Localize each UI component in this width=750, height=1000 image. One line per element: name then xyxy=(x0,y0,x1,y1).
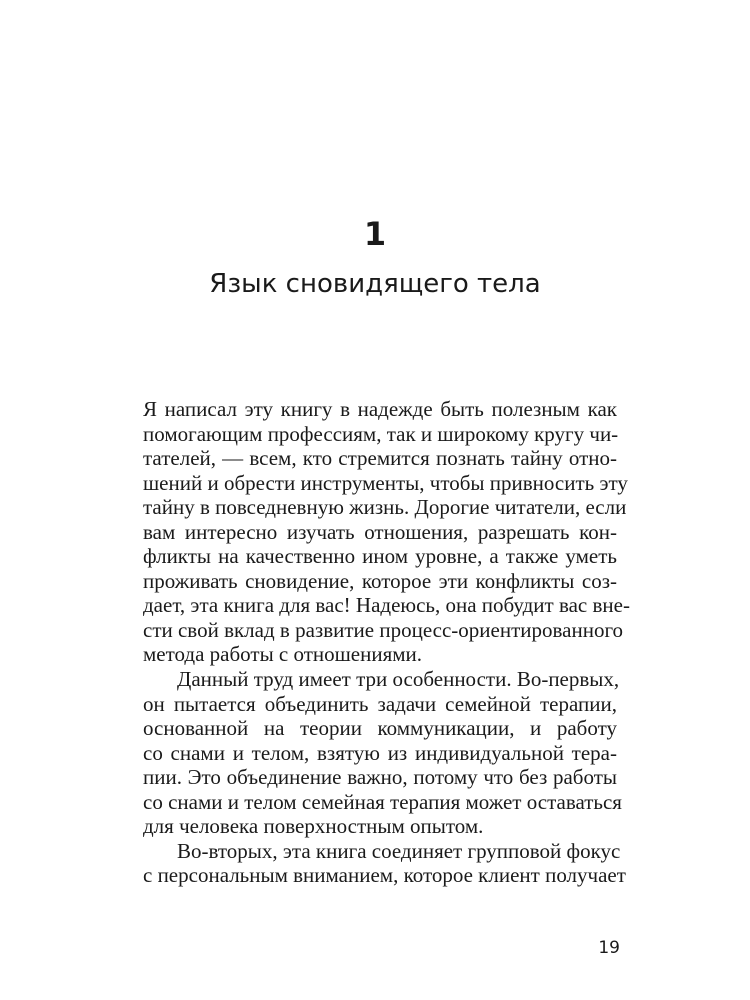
text-line: тайну в повседневную жизнь. Дорогие читатели, если xyxy=(143,495,627,520)
paragraph-3 xyxy=(143,838,626,888)
text-line: сти свой вклад в развитие процесс-ориентированного xyxy=(143,617,624,642)
text-line: пии. Это объединение важно, потому что без работы xyxy=(143,765,617,790)
text-line: основанной на теории коммуникации, и работу xyxy=(143,716,617,741)
text-line: со снами и телом семейная терапия может оставаться xyxy=(143,789,622,814)
text-line: Во-вторых, эта книга соединяет групповой фокус xyxy=(177,838,621,863)
text-line: со снами и телом, взятую из индивидуальной тера- xyxy=(143,740,617,765)
text-line: проживать сновидение, которое эти конфликты соз- xyxy=(143,568,617,593)
chapter-title: Язык сновидящего тела xyxy=(209,269,541,299)
page-number: 19 xyxy=(598,938,620,958)
text-line: он пытается объединить задачи семейной терапии, xyxy=(143,691,617,716)
text-line: для человека поверхностным опытом. xyxy=(143,814,484,839)
text-line: шений и обрести инструменты, чтобы привносить эту xyxy=(143,470,628,495)
text-line: дает, эта книга для вас! Надеюсь, она побудит вас вне- xyxy=(143,593,630,618)
text-line: метода работы с отношениями. xyxy=(143,642,423,667)
text-line: вам интересно изучать отношения, разрешать кон- xyxy=(143,519,617,544)
chapter-number: 1 xyxy=(363,215,387,253)
text-line: помогающим профессиям, так и широкому кругу чи- xyxy=(143,421,619,446)
text-line: Данный труд имеет три особенности. Во-первых, xyxy=(177,667,620,692)
text-line: Я написал эту книгу в надежде быть полезным как xyxy=(143,397,617,421)
paragraph-1 xyxy=(143,397,630,667)
paragraph-2 xyxy=(143,667,622,839)
text-line: с персональным вниманием, которое клиент получает xyxy=(143,863,626,888)
text-line: фликты на качественно ином уровне, а также уметь xyxy=(143,544,617,569)
text-line: тателей, — всем, кто стремится познать тайну отно- xyxy=(143,446,617,471)
body-text xyxy=(143,397,630,888)
